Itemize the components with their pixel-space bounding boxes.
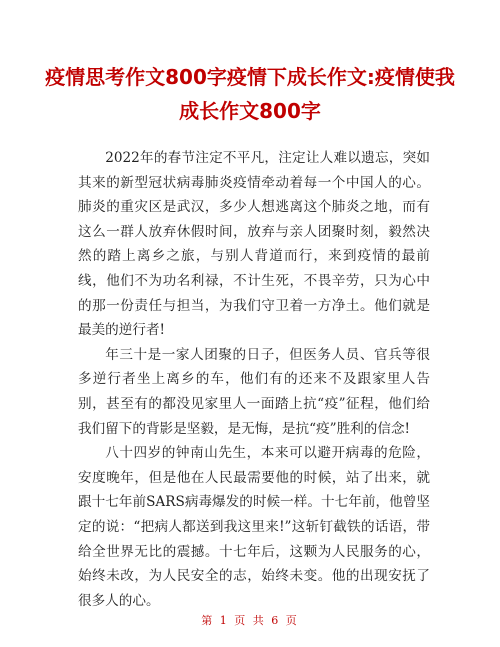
paragraph-3: 八十四岁的钟南山先生，本来可以避开病毒的危险，安度晚年，但是他在人民最需要他的时候，站了出来，就跟十七年前SARS病毒爆发的时候一样。十七年前，他曾坚定的说：“把病人都送到我这里来!”这斩钉截铁的话语，带给全世界无比的震撼。十七年后，这颗为人民服务的心，始终未改，为人民安全的志，始终未变。他的出现安抚了很多人的心。 — [78, 445, 430, 609]
paragraph-1: 2022年的春节注定不平凡，注定让人难以遗忘，突如其来的新型冠状病毒肺炎疫情牵动着每一个中国人的心。肺炎的重灾区是武汉，多少人想逃离这个肺炎之地，而有这么一群人放弃休假时间，放弃与亲人团聚时刻，毅然决然的踏上离乡之旅，与别人背道而行，来到疫情的最前线，他们不为功名利禄，不计生死，不畏辛劳，只为心中的那一份责任与担当，为我们守卫着一方净土。他们就是最美的逆行者! — [78, 150, 430, 339]
paragraph-2: 年三十是一家人团聚的日子，但医务人员、官兵等很多逆行者坐上离乡的车，他们有的还来不及跟家里人告别，甚至有的都没见家里人一面踏上抗“疫”征程，他们给我们留下的背影是坚毅，是无悔，是抗“疫”胜利的信念! — [78, 346, 430, 437]
document-title: 疫情思考作文800字疫情下成长作文:疫情使我成长作文800字 — [45, 65, 455, 123]
page-footer: 第 1 页 共 6 页 — [201, 614, 299, 627]
document-body — [78, 146, 430, 613]
